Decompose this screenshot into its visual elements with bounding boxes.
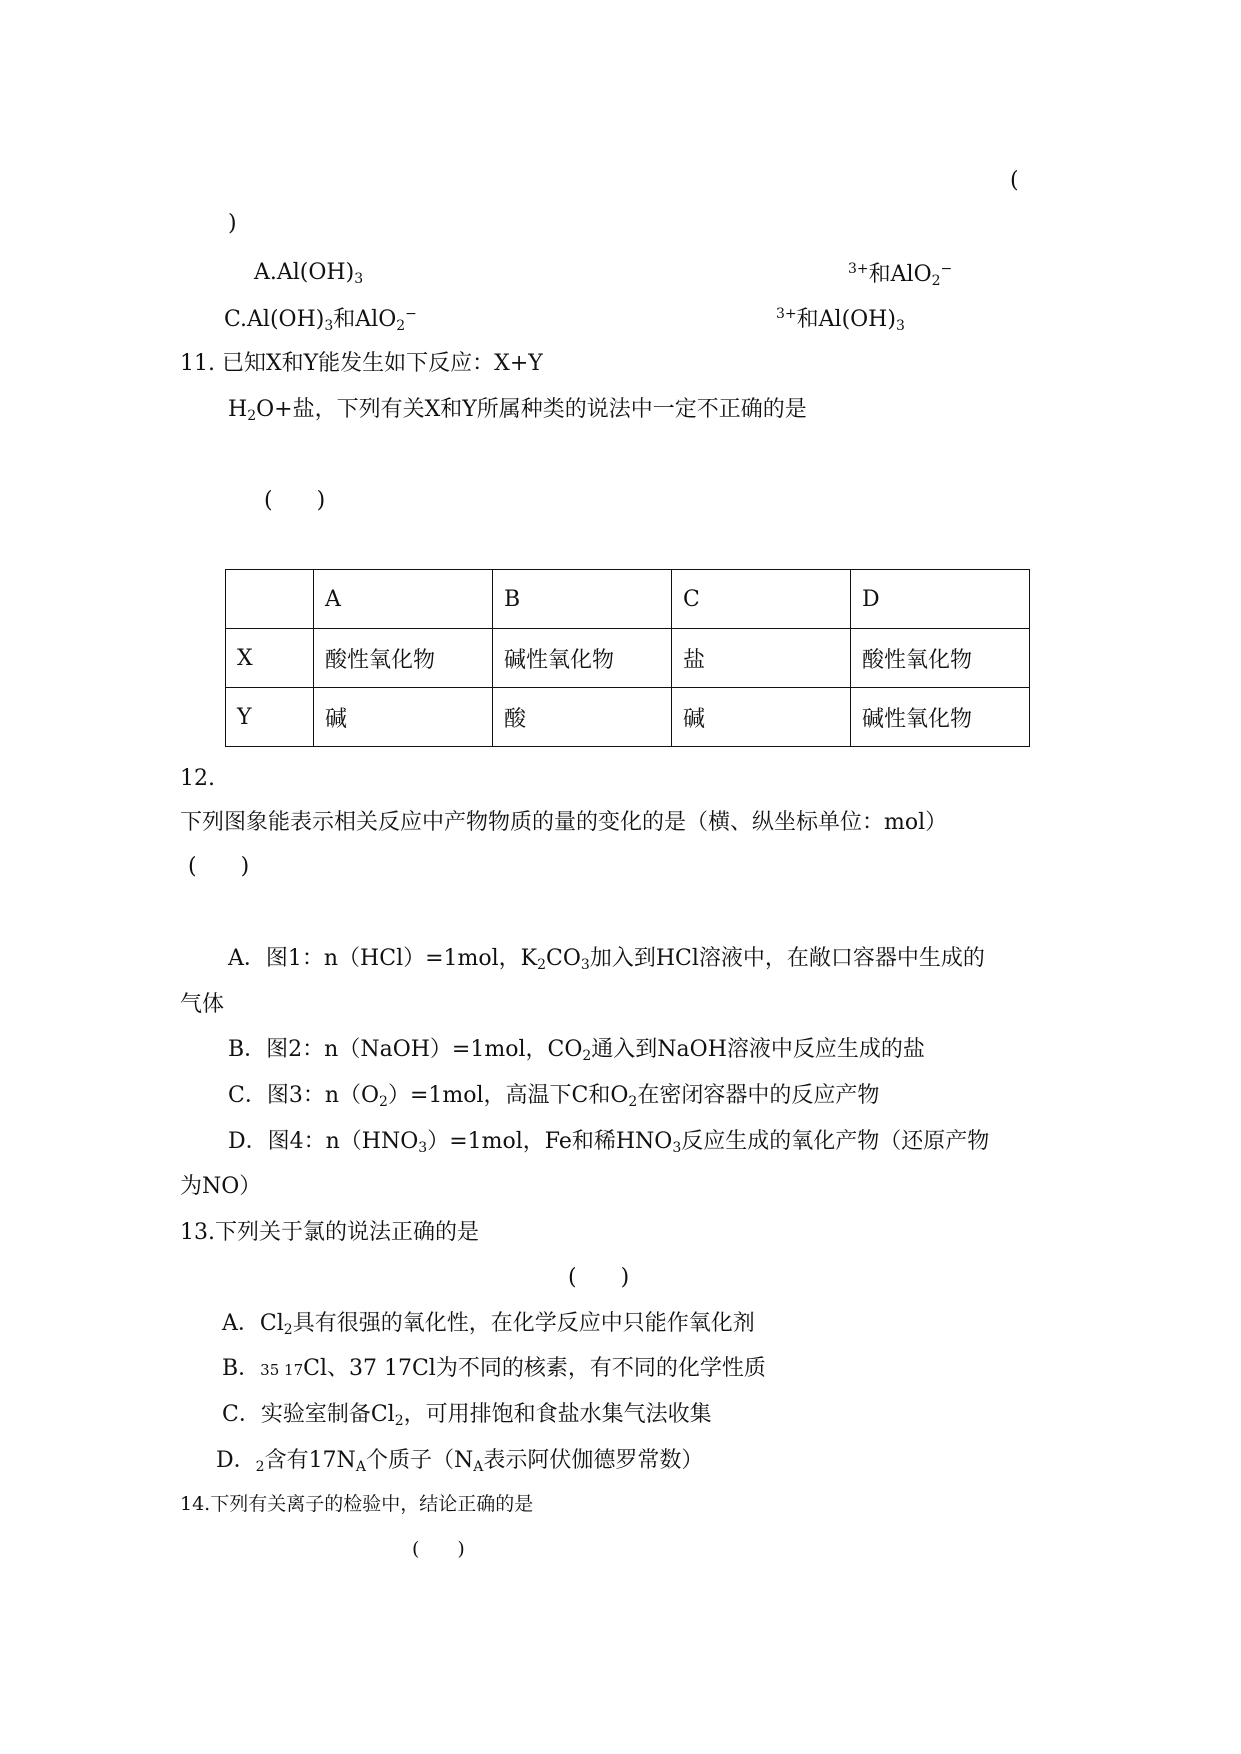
q12-option-d: D．图4：$n(HNO_3)=1mol$，Fe和稀$HNO_3$反应生成的氧化产物（还原产物: [228, 1129, 990, 1156]
q12-option-b: B．图2：n（NaOH）=1mol，$CO_2$通入到NaOH溶液中反应生成的盐: [228, 1037, 925, 1064]
table-cell: [226, 570, 314, 629]
q11-stem-line1: 11. 已知X和Y能发生如下反应：X+Y: [180, 351, 543, 376]
q12-option-d-cont: 为NO）: [180, 1174, 262, 1199]
q13-answer-paren: ( ): [568, 1265, 630, 1290]
table-row: [226, 688, 1030, 747]
q13-stem: 13.下列关于氯的说法正确的是: [180, 1220, 479, 1245]
q13-option-d: D．$_2$含有$17N_A$个质子（$N_A$表示阿伏伽德罗常数）: [216, 1448, 704, 1475]
table-row: [226, 629, 1030, 688]
table-cell: 酸: [493, 688, 672, 747]
table-cell: 碱性氧化物: [851, 688, 1030, 747]
q12-option-c: C．图3：$n(O_2)=1mol$，高温下C和$O_2$在密闭容器中的反应产物: [228, 1083, 880, 1110]
table-cell: C: [672, 570, 851, 629]
table-header-row: [226, 570, 1030, 629]
q10-paren-close: ): [228, 211, 237, 236]
q11-stem-line2: $H_2O+$盐，下列有关X和Y所属种类的说法中一定不正确的是: [228, 397, 807, 424]
q13-option-c: C．实验室制备$Cl_2$，可用排饱和食盐水集气法收集: [222, 1402, 712, 1429]
table-cell: 酸性氧化物: [314, 629, 493, 688]
q10-option-b: $^{3+}$和AlO$_2$−: [848, 261, 953, 289]
q11-answer-paren: ( ): [264, 488, 326, 513]
table-cell: Y: [226, 688, 314, 747]
q13-option-a: A．$Cl_2$具有很强的氧化性，在化学反应中只能作氧化剂: [222, 1311, 755, 1338]
q10-paren-open: (: [1010, 168, 1019, 193]
q10-option-d: $^{3+}$和$Al(OH)_3$: [776, 306, 905, 334]
table-cell: D: [851, 570, 1030, 629]
table-cell: 碱: [314, 688, 493, 747]
table-cell: 碱: [672, 688, 851, 747]
q12-option-a-cont: 气体: [180, 992, 225, 1017]
q12-option-a: A．图1：n（HCl）=1mol，$K_2CO_3$加入到HCl溶液中，在敞口容器中生成的: [228, 946, 985, 973]
table-cell: B: [493, 570, 672, 629]
table-cell: 盐: [672, 629, 851, 688]
table-cell: A: [314, 570, 493, 629]
q10-option-c: $C.Al(OH)_3$和AlO$_2$−: [224, 306, 417, 334]
q12-number: 12.: [180, 766, 215, 791]
table-cell: 酸性氧化物: [851, 629, 1030, 688]
q11-options-table: [225, 569, 1030, 747]
table-cell: 碱性氧化物: [493, 629, 672, 688]
q12-stem: 下列图象能表示相关反应中产物物质的量的变化的是（横、纵坐标单位：mol）: [180, 810, 948, 835]
q14-answer-paren: ( ): [412, 1538, 465, 1560]
q14-stem: 14.下列有关离子的检验中，结论正确的是: [180, 1493, 534, 1515]
q13-option-b: B．35 17Cl、37 17Cl为不同的核素，有不同的化学性质: [222, 1356, 766, 1381]
q12-answer-paren: ( ): [188, 854, 250, 879]
table-cell: X: [226, 629, 314, 688]
q10-option-a: $A.Al(OH)_3$: [254, 260, 364, 287]
